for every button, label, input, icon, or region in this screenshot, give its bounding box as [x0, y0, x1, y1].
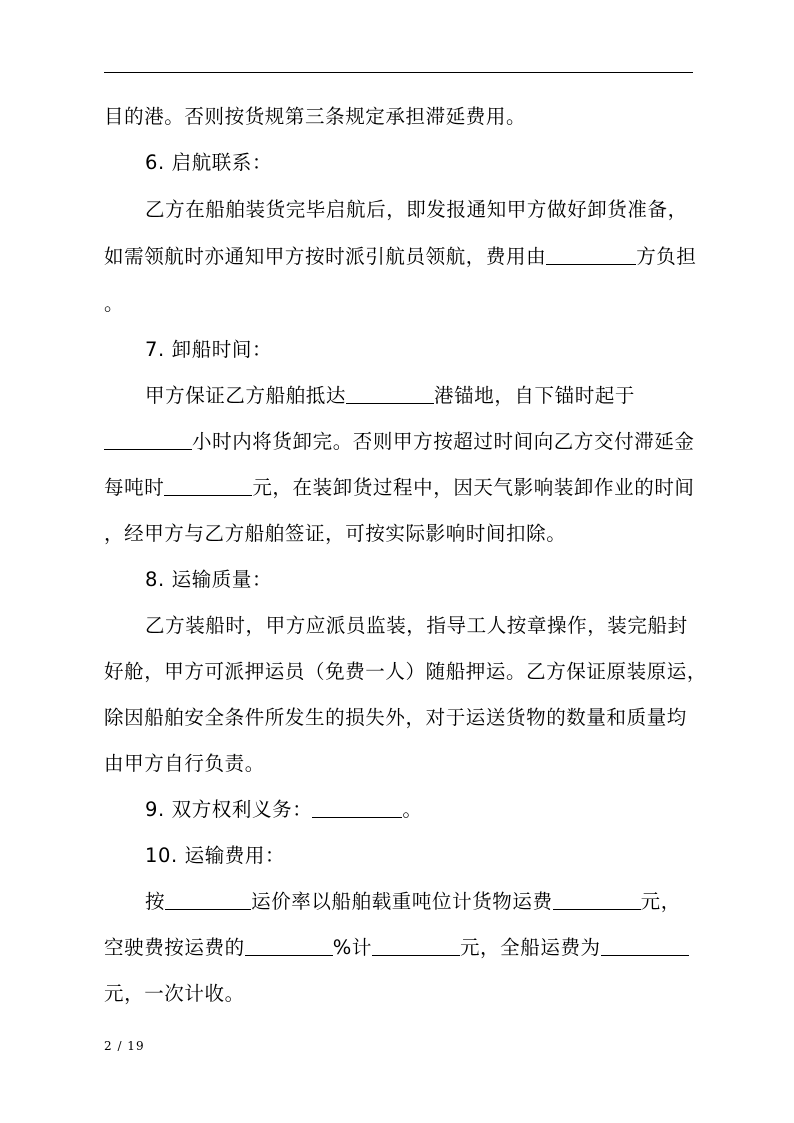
text-line: [145, 196, 688, 224]
line-text: 运价率以船舶载重吨位计货物运费: [251, 890, 553, 913]
text-line: [145, 612, 688, 640]
text-line: [104, 474, 695, 502]
heading-text: 8. 运输质量：: [145, 568, 273, 591]
text-line: [104, 520, 566, 548]
line-text: 每吨时: [104, 476, 165, 499]
text-line: [104, 658, 707, 686]
heading-text: 6. 启航联系：: [145, 151, 273, 174]
fill-blank[interactable]: [245, 935, 333, 956]
line-text: 由甲方自行负责。: [104, 752, 265, 775]
line-text: 如需领航时亦通知甲方按时派引航员领航，费用由: [104, 245, 547, 268]
line-text: 方负担: [636, 245, 697, 268]
line-text: 空驶费按运费的: [104, 936, 245, 959]
line-text: 目的港。否则按货规第三条规定承担滞延费用。: [104, 105, 527, 128]
line-text: 除因船舶安全条件所发生的损失外，对于运送货物的数量和质量均: [104, 706, 687, 729]
fill-blank[interactable]: [601, 935, 689, 956]
text-line: [104, 934, 689, 962]
heading-text: 9. 双方权利义务：: [145, 798, 313, 821]
heading-text: 7. 卸船时间：: [145, 338, 273, 361]
line-text: 元，: [640, 890, 681, 913]
line-text: 港锚地，自下锚时起于: [434, 384, 636, 407]
page-number: 2 / 19: [104, 1039, 145, 1053]
header-rule: [104, 72, 693, 73]
line-text: 。: [402, 798, 423, 821]
heading-text: 10. 运输费用：: [145, 844, 286, 867]
line-text: 好舱，甲方可派押运员（免费一人）随船押运。乙方保证原装原运，: [104, 660, 708, 683]
fill-blank[interactable]: [104, 429, 192, 450]
fill-blank[interactable]: [372, 935, 460, 956]
line-text: 乙方在船舶装货完毕启航后，即发报通知甲方做好卸货准备，: [145, 198, 688, 221]
fill-blank[interactable]: [546, 244, 636, 265]
section-heading-8: [145, 566, 272, 594]
text-line: [104, 428, 695, 456]
line-text: 元，一次计收。: [104, 982, 245, 1005]
section-heading-9: [145, 796, 422, 824]
line-text: 元，在装卸货过程中，因天气影响装卸作业的时间: [252, 476, 695, 499]
text-line: [104, 243, 697, 271]
section-heading-7: [145, 336, 272, 364]
line-text: 小时内将货卸完。否则甲方按超过时间向乙方交付滞延金: [192, 430, 695, 453]
line-text: 乙方装船时，甲方应派员监装，指导工人按章操作，装完船封: [145, 614, 688, 637]
section-heading-10: [145, 842, 285, 870]
text-line: [104, 750, 265, 778]
text-line: [104, 704, 687, 732]
fill-blank[interactable]: [164, 475, 252, 496]
section-heading-6: [145, 149, 272, 177]
fill-blank[interactable]: [165, 889, 251, 910]
line-text: 。: [104, 292, 125, 315]
line-text: %计: [332, 936, 372, 959]
text-line: [145, 888, 681, 916]
line-text: 按: [145, 890, 166, 913]
fill-blank[interactable]: [553, 889, 641, 910]
line-text: ，经甲方与乙方船舶签证，可按实际影响时间扣除。: [104, 522, 567, 545]
fill-blank[interactable]: [312, 797, 402, 818]
line-text: 甲方保证乙方船舶抵达: [145, 384, 347, 407]
text-line: [145, 382, 635, 410]
text-line: [104, 290, 124, 318]
fill-blank[interactable]: [346, 383, 434, 404]
line-text: 元，全船运费为: [459, 936, 601, 959]
text-line: [104, 103, 526, 131]
text-line: [104, 980, 245, 1008]
